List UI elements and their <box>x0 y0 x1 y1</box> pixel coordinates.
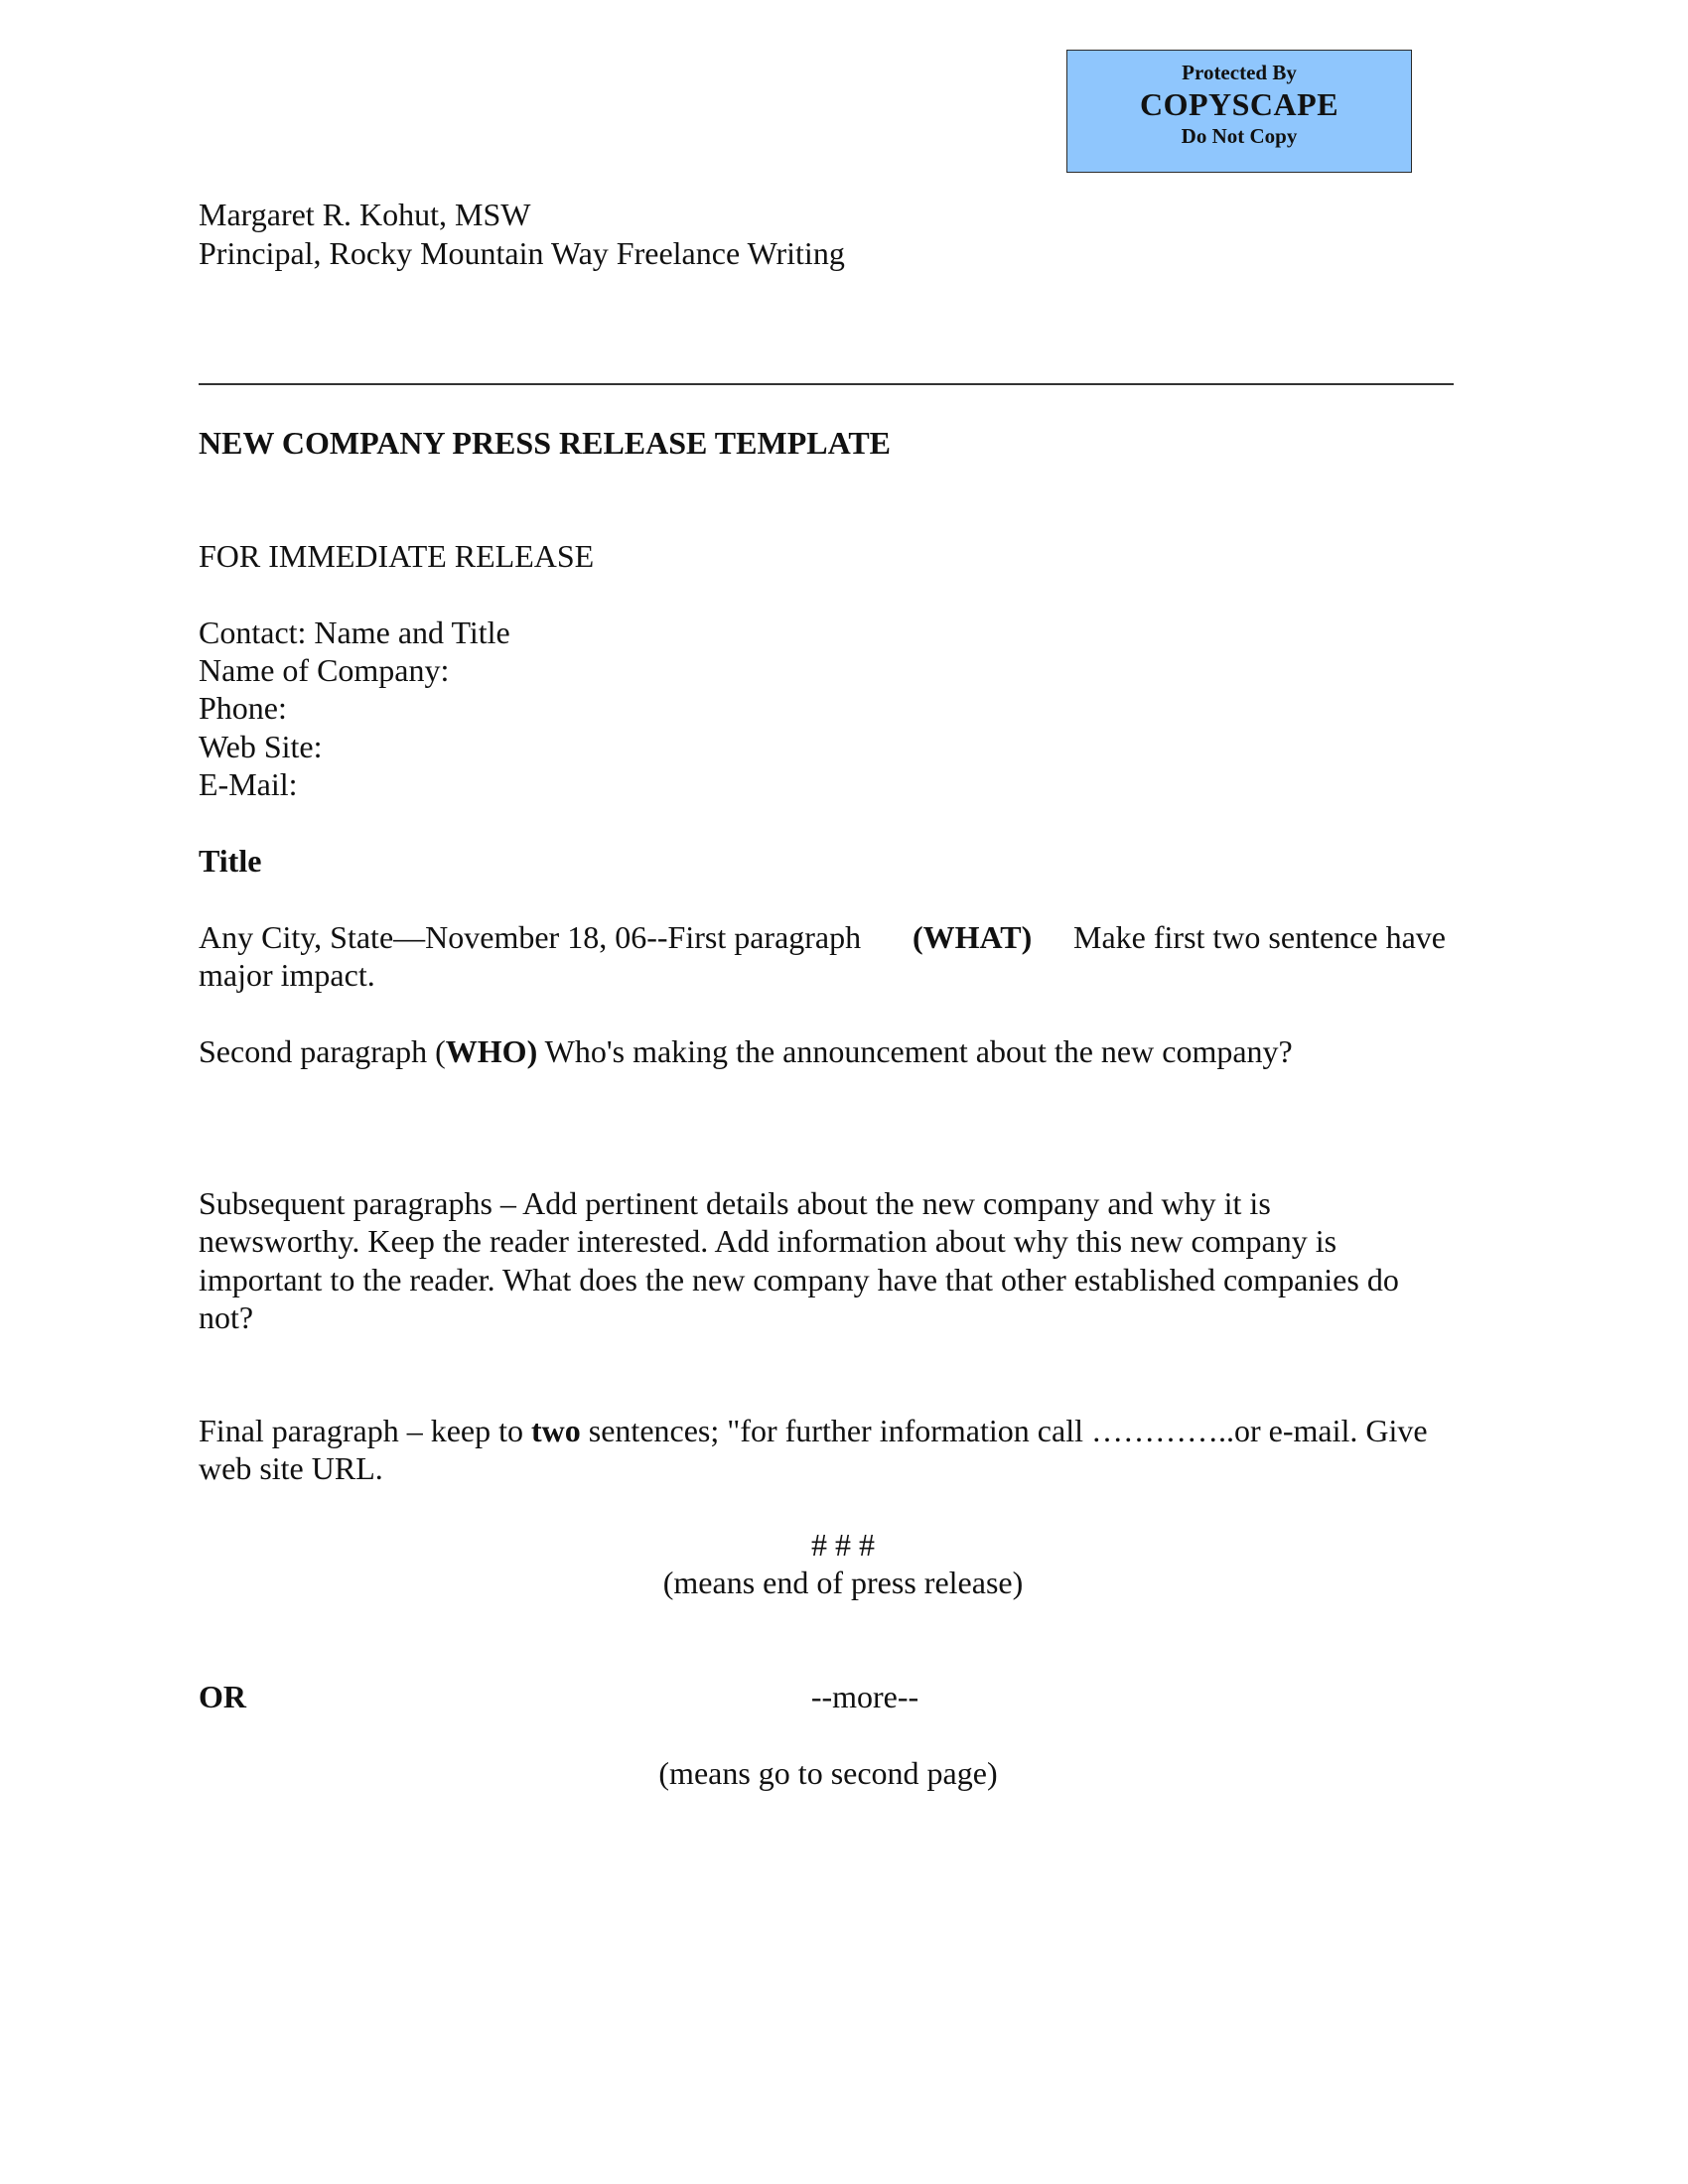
website-line: Web Site: <box>199 729 323 764</box>
first-paragraph-rest: Make first two sentence have <box>1073 919 1446 955</box>
subsequent-paragraph-line2: newsworthy. Keep the reader interested. Add information about why this new company is <box>199 1223 1337 1259</box>
divider-rule <box>199 383 1454 385</box>
badge-brand-text: COPYSCAPE <box>1139 86 1339 122</box>
badge-bottom-text: Do Not Copy <box>1181 124 1298 148</box>
first-paragraph-lead: Any City, State—November 18, 06--First paragraph <box>199 919 862 955</box>
document-title: NEW COMPANY PRESS RELEASE TEMPLATE <box>199 425 891 461</box>
final-paragraph-line2: web site URL. <box>199 1450 383 1486</box>
subsequent-paragraph-line1: Subsequent paragraphs – Add pertinent details about the new company and why it is <box>199 1185 1271 1221</box>
subsequent-paragraph-line3: important to the reader. What does the new company have that other established companies do <box>199 1262 1399 1297</box>
subsequent-paragraph-line4: not? <box>199 1299 254 1335</box>
more-note: (means go to second page) <box>658 1755 998 1791</box>
first-paragraph-line2: major impact. <box>199 957 375 993</box>
first-paragraph-what-tag: (WHAT) <box>913 919 1033 955</box>
or-label: OR <box>199 1679 246 1714</box>
badge-top-text: Protected By <box>1182 61 1297 84</box>
copyscape-badge <box>1066 50 1412 173</box>
second-paragraph <box>199 1032 1293 1070</box>
second-paragraph-rest: Who's making the announcement about the new company? <box>537 1033 1293 1069</box>
end-note: (means end of press release) <box>662 1565 1024 1600</box>
phone-line: Phone: <box>199 690 287 726</box>
final-paragraph-bold: two <box>531 1413 581 1448</box>
end-hashes: # # # <box>811 1527 875 1563</box>
email-line: E-Mail: <box>199 766 298 802</box>
author-name: Margaret R. Kohut, MSW <box>199 197 531 232</box>
final-paragraph-lead: Final paragraph – keep to <box>199 1413 531 1448</box>
final-paragraph-rest: sentences; "for further information call …………..or e-mail. Give <box>580 1413 1428 1448</box>
final-paragraph-line1 <box>199 1412 1428 1449</box>
title-label: Title <box>199 843 262 879</box>
author-title: Principal, Rocky Mountain Way Freelance Writing <box>199 235 845 271</box>
more-label: --more-- <box>810 1679 919 1714</box>
contact-line: Contact: Name and Title <box>199 614 510 650</box>
release-label: FOR IMMEDIATE RELEASE <box>199 538 595 574</box>
second-paragraph-who-tag: WHO) <box>445 1033 538 1069</box>
company-line: Name of Company: <box>199 652 450 688</box>
second-paragraph-lead: Second paragraph ( <box>199 1033 446 1069</box>
